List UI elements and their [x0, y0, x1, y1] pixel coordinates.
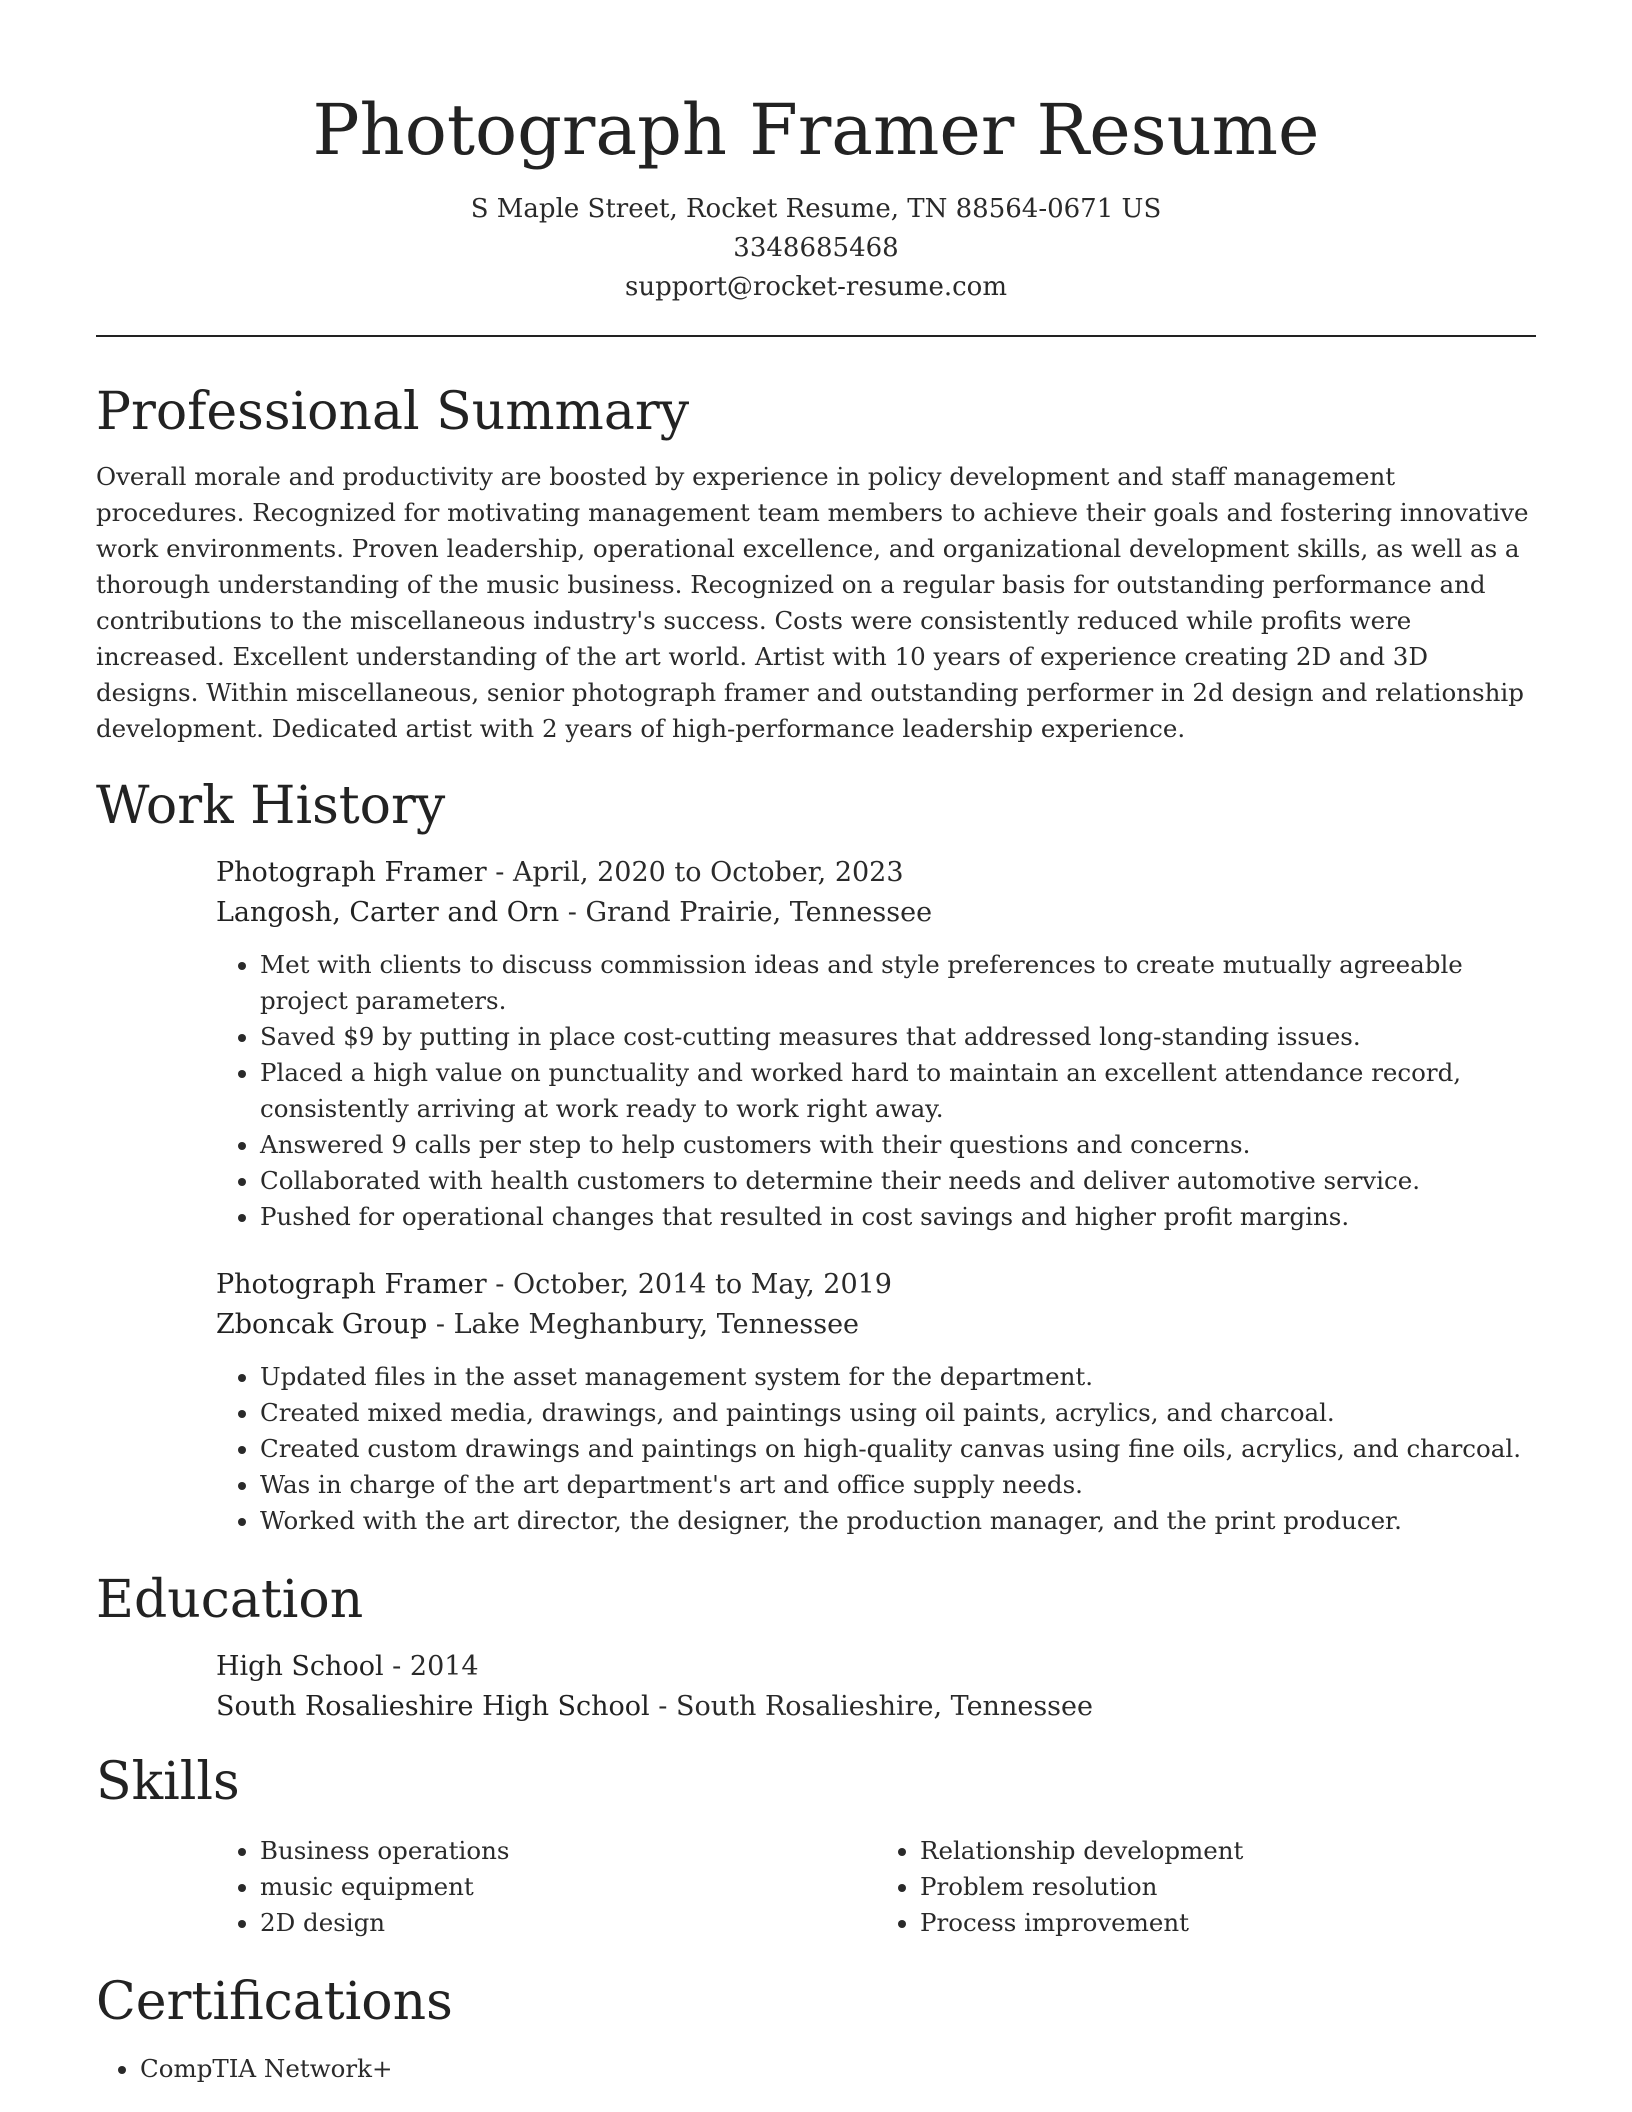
contact-info [96, 190, 1536, 307]
section-title-work: Work History [96, 776, 446, 836]
skill-item: • 2D design [260, 1905, 876, 1941]
address: S Maple Street, Rocket Resume, TN 88564-0671 US [470, 194, 1162, 224]
job-role: Photograph Framer [216, 857, 487, 888]
job-entry [216, 853, 1536, 1235]
job-entry [216, 1265, 1536, 1539]
email: support@rocket-resume.com [624, 272, 1007, 302]
list-item: • Was in charge of the art department's art and office supply needs. [260, 1467, 1536, 1503]
job-role-line [216, 1265, 1536, 1305]
section-education [96, 1565, 1536, 1727]
skills-column-left [216, 1833, 876, 1941]
separator: - [383, 1651, 410, 1682]
job-role: Photograph Framer [216, 1269, 487, 1300]
skill-item: • Process improvement [920, 1905, 1536, 1941]
skills-column-right [876, 1833, 1536, 1941]
list-item: • Saved $9 by putting in place cost-cutting measures that addressed long-standing issues. [260, 1019, 1536, 1055]
job-bullets [216, 1359, 1536, 1539]
section-title-skills: Skills [96, 1752, 240, 1812]
section-title-certifications: Certifications [96, 1972, 453, 2032]
list-item: • Created custom drawings and paintings on high-quality canvas using fine oils, acrylics, and charcoal. [260, 1431, 1536, 1467]
education-school-line [216, 1687, 1536, 1727]
section-certifications [96, 1967, 1536, 2087]
list-item: • Worked with the art director, the designer, the production manager, and the print producer. [260, 1503, 1536, 1539]
section-title-summary: Professional Summary [96, 382, 690, 442]
resume-header [96, 0, 1536, 307]
job-location: Grand Prairie, Tennessee [585, 897, 933, 928]
job-dates: October, 2014 to May, 2019 [512, 1269, 892, 1300]
skill-item: • Business operations [260, 1833, 876, 1869]
skills-grid [216, 1833, 1536, 1941]
skill-item: • Relationship development [920, 1833, 1536, 1869]
header-divider [96, 335, 1536, 337]
job-company-line [216, 1305, 1536, 1345]
resume-page [96, 0, 1536, 2087]
job-company: Langosh, Carter and Orn [216, 897, 560, 928]
separator: - [559, 897, 586, 928]
separator: - [427, 1309, 454, 1340]
summary-text: Overall morale and productivity are boosted by experience in policy development and staff management procedures. Recognized for motivating management team members to achieve their goals and fostering innovative work environments. Proven leadership, operational excellence, and organizational development skills, as well as a thorough understanding of the music business. Recognized on a regular basis for outstanding performance and contributions to the miscellaneous industry's success. Costs were consistently reduced while profits were increased. Excellent understanding of the art world. Artist with 10 years of experience creating 2D and 3D designs. Within miscellaneous, senior photograph framer and outstanding performer in 2d design and relationship development. Dedicated artist with 2 years of high-performance leadership experience. [96, 462, 1529, 743]
skill-item: • music equipment [260, 1869, 876, 1905]
skill-item: • Problem resolution [920, 1869, 1536, 1905]
certification-list [96, 2051, 1536, 2087]
list-item: • Placed a high value on punctuality and worked hard to maintain an excellent attendance record, consistently arriving at work ready to work right away. [260, 1055, 1536, 1127]
list-item: • Pushed for operational changes that resulted in cost savings and higher profit margins. [260, 1199, 1536, 1235]
job-role-line [216, 853, 1536, 893]
list-item: • Created mixed media, drawings, and paintings using oil paints, acrylics, and charcoal. [260, 1395, 1536, 1431]
separator: - [649, 1691, 676, 1722]
list-item: • Met with clients to discuss commission ideas and style preferences to create mutually agreeable project parameters. [260, 947, 1536, 1019]
education-school: South Rosalieshire High School [216, 1691, 650, 1722]
job-bullets [216, 947, 1536, 1235]
list-item: • Answered 9 calls per step to help customers with their questions and concerns. [260, 1127, 1536, 1163]
separator: - [486, 857, 513, 888]
education-entry [216, 1647, 1536, 1727]
job-company: Zboncak Group [216, 1309, 428, 1340]
list-item: • Updated files in the asset management system for the department. [260, 1359, 1536, 1395]
certification-item: • CompTIA Network+ [140, 2051, 1536, 2087]
job-company-line [216, 893, 1536, 933]
resume-title: Photograph Framer Resume [312, 89, 1320, 171]
separator: - [486, 1269, 513, 1300]
phone: 3348685468 [733, 233, 899, 263]
section-professional-summary [96, 377, 1536, 747]
education-degree: High School [216, 1651, 384, 1682]
job-dates: April, 2020 to October, 2023 [512, 857, 904, 888]
education-location: South Rosalieshire, Tennessee [675, 1691, 1093, 1722]
list-item: • Collaborated with health customers to determine their needs and deliver automotive service. [260, 1163, 1536, 1199]
education-year: 2014 [409, 1651, 479, 1682]
job-location: Lake Meghanbury, Tennessee [453, 1309, 860, 1340]
section-skills [96, 1747, 1536, 1941]
section-title-education: Education [96, 1570, 364, 1630]
section-work-history [96, 771, 1536, 1539]
education-degree-line [216, 1647, 1536, 1687]
